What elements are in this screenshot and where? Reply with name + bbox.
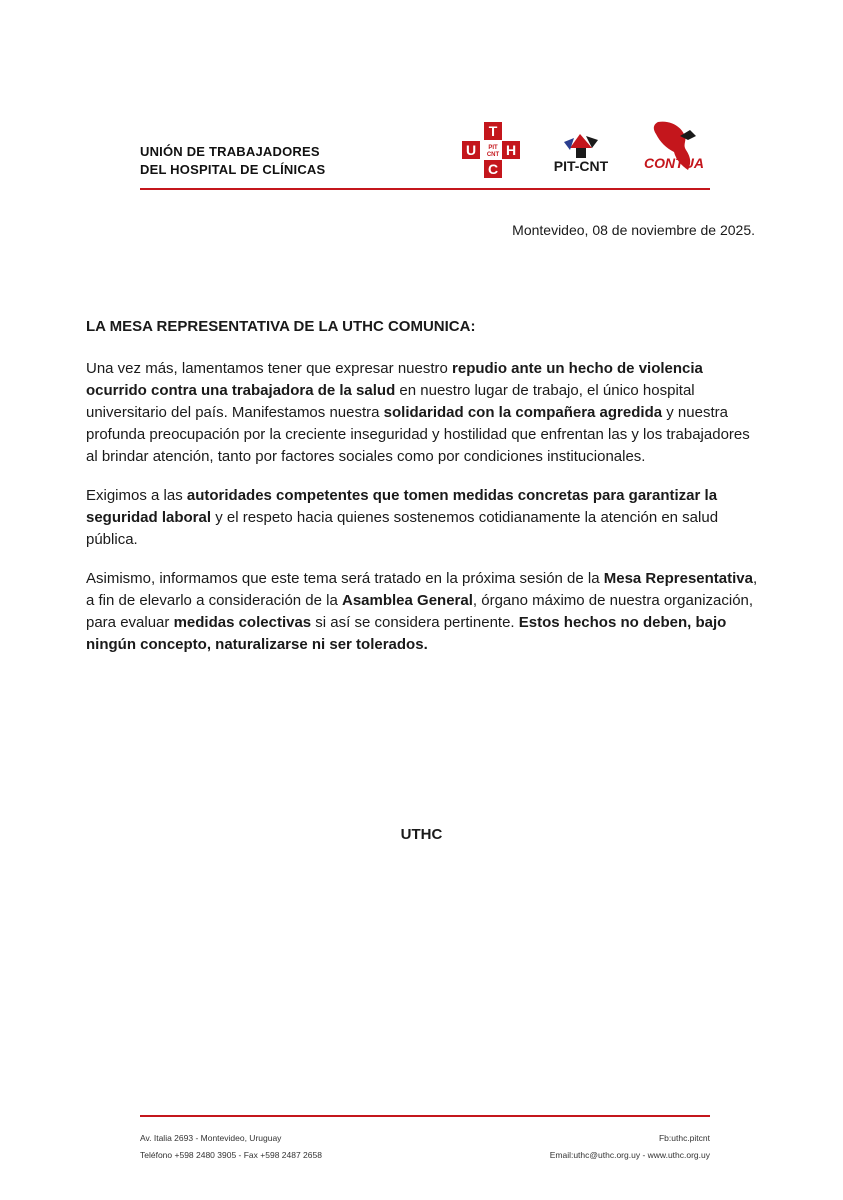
- paragraph-text: Asimismo, informamos que este tema será tratado en la próxima sesión de la: [86, 570, 604, 587]
- footer-facebook: Fb:uthc.pitcnt: [658, 1133, 710, 1143]
- emphasis-text: autoridades competentes que tomen medidas concretas para garantizar la seguridad laboral: [86, 487, 718, 526]
- org-line-2: DEL HOSPITAL DE CLÍNICAS: [140, 162, 326, 177]
- paragraph-text: , órgano máximo de nuestra organización, para evaluar: [86, 592, 754, 631]
- paragraph-3: [86, 568, 758, 656]
- emphasis-text: Estos hechos no deben, bajo ningún concepto, naturalizarse ni ser tolerados.: [86, 614, 727, 653]
- paragraph-text: Una vez más, lamentamos tener que expresar nuestro: [86, 360, 453, 377]
- paragraph-text: si así se considera pertinente.: [311, 614, 519, 631]
- contua-logo: [636, 118, 720, 176]
- letter-date: Montevideo, 08 de noviembre de 2025.: [512, 222, 755, 238]
- signature: UTHC: [400, 826, 443, 843]
- paragraph-text: en nuestro lugar de trabajo, el único hospital universitario del país. Manifestamos nuestra: [86, 382, 695, 421]
- emphasis-text: Asamblea General: [342, 592, 473, 609]
- paragraph-text: y el respeto hacia quienes sostenemos cotidianamente la atención en salud pública.: [86, 509, 719, 548]
- header-divider: [140, 188, 710, 190]
- organization-name: [140, 143, 325, 179]
- svg-text:CNT: CNT: [486, 152, 500, 158]
- emphasis-text: Mesa Representativa: [603, 570, 753, 587]
- letter-title: LA MESA REPRESENTATIVA DE LA UTHC COMUNICA:: [86, 318, 476, 335]
- emphasis-text: repudio ante un hecho de violencia ocurrido contra una trabajadora de la salud: [86, 360, 703, 399]
- footer-phone: Teléfono +598 2480 3905 - Fax +598 2487 2658: [140, 1150, 322, 1160]
- footer-contact: Email:uthc@uthc.org.uy - www.uthc.org.uy: [549, 1150, 710, 1160]
- paragraph-text: Exigimos a las: [86, 487, 187, 504]
- svg-text:T: T: [488, 123, 498, 139]
- footer-divider: [140, 1115, 710, 1117]
- svg-text:H: H: [505, 142, 517, 158]
- letter-body: [86, 316, 758, 673]
- paragraph-text: , a fin de elevarlo a consideración de la: [86, 570, 758, 609]
- paragraph-text: y nuestra profunda preocupación por la creciente inseguridad y hostilidad que enfrentan las y los trabajadores al brindar atención, tanto por factores sociales como por condiciones institucionales.: [86, 404, 750, 465]
- emphasis-text: medidas colectivas: [173, 614, 312, 631]
- pit-cnt-logo: [540, 124, 622, 174]
- svg-text:CONTUA: CONTUA: [644, 155, 704, 171]
- uthc-logo: [462, 122, 530, 178]
- logos: [458, 118, 720, 180]
- paragraph-1: [86, 358, 758, 468]
- footer-address: Av. Italia 2693 - Montevideo, Uruguay: [140, 1133, 282, 1143]
- org-line-1: UNIÓN DE TRABAJADORES: [140, 144, 320, 159]
- svg-text:PIT-CNT: PIT-CNT: [553, 158, 609, 174]
- emphasis-text: solidaridad con la compañera agredida: [383, 404, 663, 421]
- svg-text:C: C: [487, 161, 499, 177]
- svg-text:PIT: PIT: [488, 145, 498, 151]
- svg-text:U: U: [465, 142, 477, 158]
- paragraph-2: [86, 485, 758, 551]
